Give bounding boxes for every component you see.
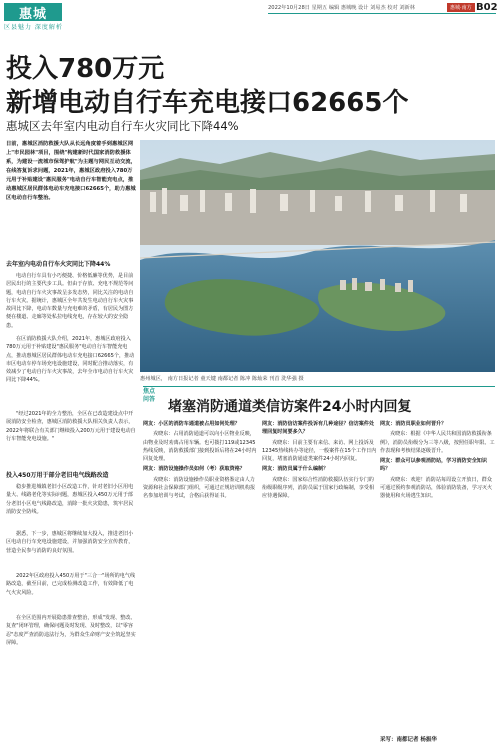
qa-question: 网友：群众可以参观消防站，学习消防安全知识吗？ [380,458,487,473]
qa-column-2 [262,420,378,503]
body-paragraph-3: "经过2021年的全力整治，全区在已改造建设点中开展消防安全检查，惠城区消防救援大队相关负责人表示，2022年将联合有关部门继续投入200万元用于建设电动自行车智能充电设施。" [6,411,136,442]
qa-answer: 戎晓东：国家综合性消防救援队伍实行专门的衔级职级序列，消防员属于国家行政编制，享受相应待遇保障。 [262,476,375,500]
photo-caption: 惠州城区， 南方日报记者 童天键 南都记者 陈冲 陈灿荣 刊首 洗华强 摄 [140,376,304,382]
qa-question: 网友：消防设施操作员如何（考）获取资格？ [143,466,245,473]
qa-question: 网友：消防信访案件投诉有几种途径？信访案件处理回复时间要多久？ [262,421,375,436]
section-subtitle: 区县魅力 深度解析 [4,24,63,31]
masthead [0,0,500,36]
city-photo-illustration [140,140,495,372]
body-paragraph-7: 在全区范围内开展隐患排查整治，形成"发现、整改、复查"闭环管理，确保问题及时发现、及时整改，以"零容忍"态度严查消防违法行为，为群众生命财产安全筑起坚实屏障。 [6,615,136,646]
qa-answer: 戎晓东：占用消防通道可以向小区物业反映，由物业及时劝离占用车辆。也可拨打119或12345热线反映，消防救援部门接到投诉后将在24小时内回复处理。 [143,431,257,463]
qa-section-label: 焦点问答 [143,388,156,403]
qa-answer: 戎晓东：目前主要有来信、来访、网上投诉及12345热线转办等途径，一般案件在15个工作日内回复，堵塞消防通道类案件24小时内回复。 [262,439,377,463]
subhead-fire-decline: 去年室内电动自行车火灾同比下降44% [6,261,111,268]
body-paragraph-5: 据悉，下一步，惠城区将继续加大投入，推进老旧小区电动自行车充电设施建设，并加强消防安全宣传教育，营造全民参与消防的良好氛围。 [6,531,134,554]
qa-question: 网友：消防员职业如何晋升？ [380,421,447,427]
body-paragraph-6: 2022年区政府投入450万用于"三合一"场所的电气线路改造，截至目前，已完成检测改造工作，有效降低了电气火灾风险。 [6,573,136,596]
qa-question: 网友：消防员属于什么编制？ [262,466,329,473]
headline-line-2: 新增电动自行车充电接口62665个 [6,88,409,118]
qa-question: 网友：小区的消防车通道被占用如何处理？ [143,421,240,427]
body-paragraph-2: 在区消防救援大队介绍，2021年，惠城区政府投入780万元用于补贴建设"惠民服务"电动自行车智能充电点，推动惠城区居民群体电动车充电接口62665个，推动市区电动车停车场充电设施建设，同时配合推动落实，有效减少了电动自行车火灾事故，去年全市电动自行车火灾同比下降44%。 [6,336,135,384]
issue-meta: 2022年10月28日 星期五 编辑 惠城晚 设计 刘易杰 校对 刘新林 [268,5,415,11]
header-divider [268,13,496,14]
section-title: 惠城 [4,3,62,21]
page-number: B02 [476,2,498,13]
qa-answer: 戎晓东：根据《中华人民共和国消防救援衔条例》，消防员衔级分为三等八级，按照任职年限、工作表现和考核结果逐级晋升。 [380,431,495,454]
story-divider [143,386,495,387]
qa-answer: 戎晓东：欢迎！消防站每周设立开放日，群众可通过预约参观消防站，体验消防装备，学习灭火器使用和火场逃生知识。 [380,476,493,500]
qa-column-1 [143,420,259,503]
headline-subtitle: 惠城区去年室内电动自行车火灾同比下降44% [6,119,239,133]
body-paragraph-4: 稳步推进城镇老旧小区改造工作，针对老旧小区用电量大、线路老化等实际问题，惠城区投入450万元用于部分老旧小区电气线路改造，消除一批火灾隐患，筑牢居民消防安全防线。 [6,484,134,515]
body-paragraph-1: 电动自行车具有小巧便捷、价格低廉等优势，是目前居民出行的主要代步工具。但由于存放、充电不规范等问题，电动自行车火灾事故呈多发态势，同比关注的电动自行车火灾。据统计，惠城区全年共发生电动自行车火灾事故同比下降，电动车数量与充电难的矛盾，有居民为图方便在楼道、走廊等处私拉电线充电，存在较大的安全隐患。 [6,273,134,329]
aerial-city-photo [140,140,495,372]
edition-badge: 惠城·南方 [447,3,475,12]
qa-story-title: 堵塞消防通道类信访案件24小时内回复 [168,399,412,415]
lead-paragraph: 日前，惠城区消防救援大队从长远角度着手到惠城区网上"市民园林"项目，围绕"构建新时代国家消防救援体系，为建设一流城市保驾护航"为主题与网民互动交流，在线答复诉求问题，2021年，惠城区政府投入780万元用于补贴建设"惠民服务"电动自行车智能充电点，推动惠城区居民群体电动车充电接口62665个，助力惠城区电动自行车整治。 [6,141,136,201]
reporter-credit: 采写：南都记者 杨振华 [380,737,437,743]
subhead-wiring-upgrade: 投入450万用于部分老旧电气线路改造 [6,472,109,479]
qa-answer: 戎晓东：消防设施操作员职业资格鉴定由人力资源和社会保障部门组织，可通过正规培训机构报名参加培训与考试，合格后获得证书。 [143,476,256,500]
qa-column-3 [380,420,496,503]
headline-line-1: 投入780万元 [6,54,165,84]
